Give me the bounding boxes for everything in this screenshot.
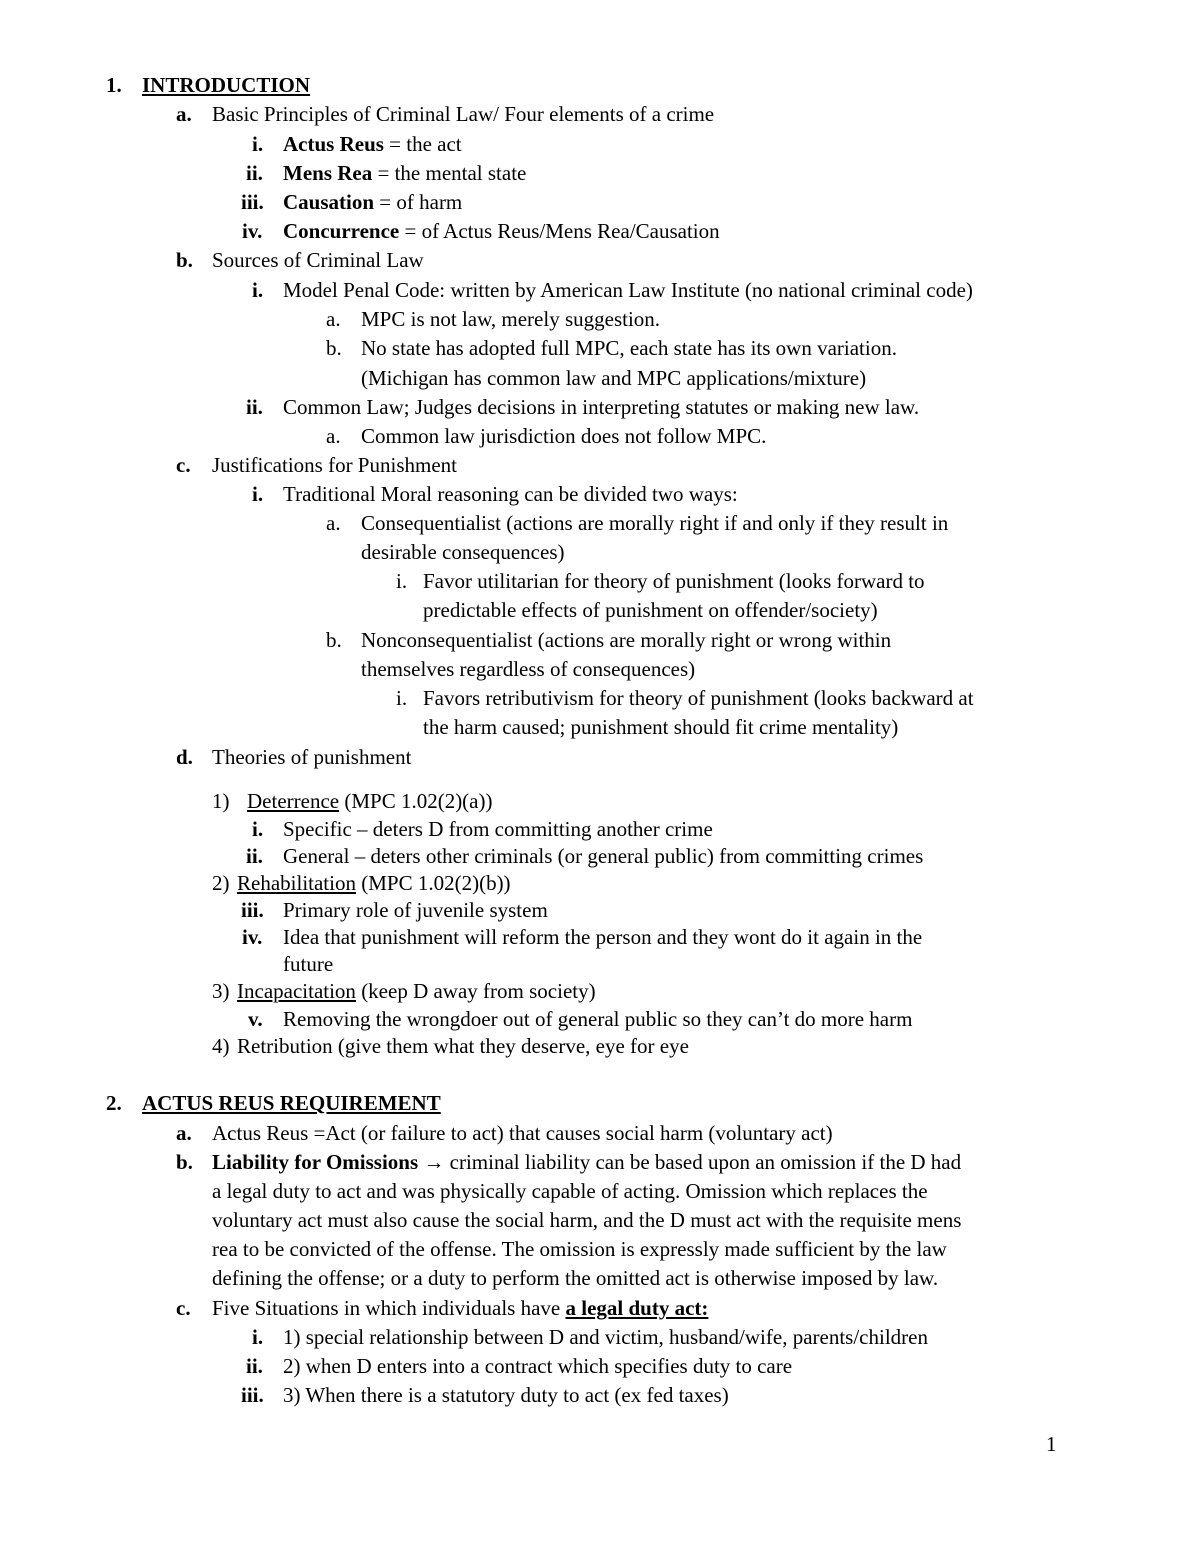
list-item: Rehabilitation (MPC 1.02(2)(b)): [237, 871, 511, 895]
definition: = of Actus Reus/Mens Rea/Causation: [399, 219, 720, 243]
list-item-text: desirable consequences): [361, 540, 565, 564]
section-heading: INTRODUCTION: [142, 73, 311, 97]
term: Incapacitation: [237, 979, 356, 1003]
list-item-text: (Michigan has common law and MPC applications/mixture): [361, 366, 867, 390]
item-marker: iv.: [242, 925, 263, 949]
definition: = the mental state: [372, 161, 527, 185]
section-number: 1.: [106, 73, 122, 97]
item-marker: b.: [176, 248, 193, 272]
list-item-text: Consequentialist (actions are morally right if and only if they result in: [361, 511, 949, 535]
list-item-text: rea to be convicted of the offense. The omission is expressly made sufficient by the law: [212, 1237, 947, 1261]
list-item-text: Common law jurisdiction does not follow MPC.: [361, 424, 767, 448]
term: Mens Rea: [283, 161, 373, 185]
definition: = the act: [383, 132, 462, 156]
item-marker: b.: [326, 628, 342, 652]
item-marker: i.: [252, 482, 264, 506]
list-item-text: Justifications for Punishment: [212, 453, 457, 477]
list-item-text: Nonconsequentialist (actions are morally right or wrong within: [361, 628, 892, 652]
item-marker: a.: [326, 307, 341, 331]
definition: = of harm: [374, 190, 463, 214]
list-item-text: a legal duty to act and was physically capable of acting. Omission which replaces the: [212, 1179, 928, 1203]
list-item-text: Removing the wrongdoer out of general public so they can’t do more harm: [283, 1007, 913, 1031]
list-item: Incapacitation (keep D away from society): [237, 979, 596, 1003]
term: Actus Reus: [283, 132, 384, 156]
list-item-text: Specific – deters D from committing another crime: [283, 817, 713, 841]
arrow-icon: →: [423, 1150, 445, 1174]
list-item-text: defining the offense; or a duty to perform the omitted act is otherwise imposed by law.: [212, 1266, 939, 1290]
list-item-text: Basic Principles of Criminal Law/ Four elements of a crime: [212, 102, 715, 126]
item-marker: ii.: [246, 161, 263, 185]
item-marker: v.: [248, 1007, 263, 1031]
item-marker: i.: [252, 1325, 264, 1349]
term: Liability for Omissions: [212, 1150, 419, 1174]
list-item-text: themselves regardless of consequences): [361, 657, 696, 681]
term: Concurrence: [283, 219, 400, 243]
section-number: 2.: [106, 1091, 122, 1115]
item-marker: a.: [326, 511, 341, 535]
list-item-text: Idea that punishment will reform the person and they wont do it again in the: [283, 925, 923, 949]
item-marker: c.: [176, 453, 191, 477]
item-marker: ii.: [246, 395, 263, 419]
list-item: [283, 130, 462, 159]
item-marker: a.: [176, 102, 192, 126]
list-item-text: Favors retributivism for theory of punishment (looks backward at: [423, 686, 974, 710]
list-item: Five Situations in which individuals have a legal duty act:: [212, 1296, 709, 1320]
list-item-text: General – deters other criminals (or general public) from committing crimes: [283, 844, 924, 868]
list-item: [283, 217, 720, 246]
item-marker: iii.: [241, 1383, 264, 1407]
item-marker: ii.: [246, 1354, 263, 1378]
list-item-text: Model Penal Code: written by American Law Institute (no national criminal code): [283, 278, 973, 302]
list-item-text: future: [283, 952, 334, 976]
item-marker: a.: [326, 424, 341, 448]
list-item-text: Favor utilitarian for theory of punishment (looks forward to: [423, 569, 925, 593]
list-item-text: Retribution (give them what they deserve, eye for eye: [237, 1034, 689, 1058]
item-marker: i.: [252, 132, 264, 156]
item-marker: 3): [212, 979, 230, 1003]
item-marker: iv.: [242, 219, 263, 243]
item-marker: 4): [212, 1034, 230, 1058]
list-item-text: Primary role of juvenile system: [283, 898, 548, 922]
list-item-text: 1) special relationship between D and victim, husband/wife, parents/children: [283, 1325, 928, 1349]
item-marker: iii.: [241, 898, 264, 922]
list-item-text: Sources of Criminal Law: [212, 248, 424, 272]
item-marker: i.: [252, 817, 264, 841]
term: Rehabilitation: [237, 871, 356, 895]
emphasis: a legal duty act:: [565, 1296, 709, 1320]
term: Causation: [283, 190, 375, 214]
list-item-text: 2) when D enters into a contract which specifies duty to care: [283, 1354, 793, 1378]
list-item-text: the harm caused; punishment should fit crime mentality): [423, 715, 899, 739]
list-item-text: voluntary act must also cause the social harm, and the D must act with the requisite mens: [212, 1208, 962, 1232]
term: Deterrence: [247, 789, 340, 813]
item-marker: i.: [396, 686, 408, 710]
item-marker: b.: [176, 1150, 193, 1174]
list-item-text: MPC is not law, merely suggestion.: [361, 307, 661, 331]
item-marker: iii.: [241, 190, 264, 214]
list-item-text: 3) When there is a statutory duty to act (ex fed taxes): [283, 1383, 729, 1407]
page-number: 1: [1046, 1432, 1057, 1456]
item-marker: b.: [326, 336, 342, 360]
item-marker: i.: [252, 278, 264, 302]
list-item-text: predictable effects of punishment on offender/society): [423, 598, 878, 622]
list-item: Deterrence (MPC 1.02(2)(a)): [247, 789, 493, 813]
list-item-text: No state has adopted full MPC, each state has its own variation.: [361, 336, 897, 360]
item-marker: 1): [212, 789, 230, 813]
item-marker: i.: [396, 569, 408, 593]
list-item-text: Theories of punishment: [212, 745, 412, 769]
list-item-text: Actus Reus =Act (or failure to act) that causes social harm (voluntary act): [212, 1121, 833, 1145]
list-item: [283, 188, 462, 217]
item-marker: 2): [212, 871, 230, 895]
item-marker: a.: [176, 1121, 192, 1145]
section-heading: ACTUS REUS REQUIREMENT: [142, 1091, 441, 1115]
list-item-text: Common Law; Judges decisions in interpreting statutes or making new law.: [283, 395, 920, 419]
item-marker: d.: [176, 745, 193, 769]
list-item-text: Traditional Moral reasoning can be divided two ways:: [283, 482, 738, 506]
list-item: [283, 159, 526, 188]
item-marker: ii.: [246, 844, 263, 868]
list-item: Liability for Omissions → criminal liability can be based upon an omission if the D had: [212, 1150, 962, 1174]
item-marker: c.: [176, 1296, 191, 1320]
